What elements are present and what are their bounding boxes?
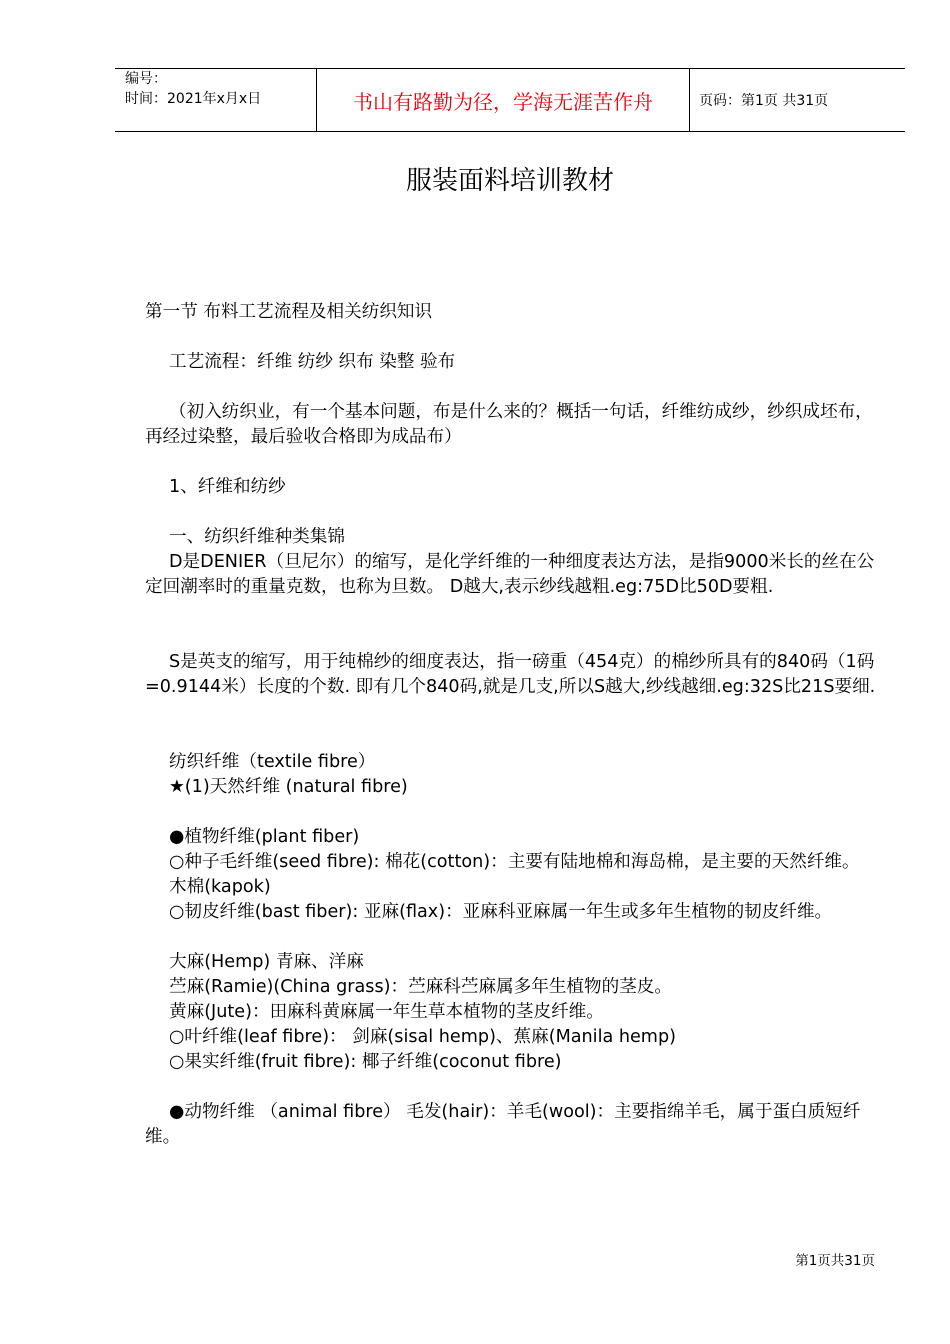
section-heading: 第一节 布料工艺流程及相关纺织知识 <box>145 302 433 322</box>
paragraph: S是英支的缩写，用于纯棉纱的细度表达，指一磅重（454克）的棉纱所具有的840码（1码=0.9144米）长度的个数. 即有几个840码,就是几支,所以S越大,纱线越细.eg:32S比21S要细. <box>145 652 876 697</box>
paragraph: ○种子毛纤维(seed fibre): 棉花(cotton)：主要有陆地棉和海岛棉，是主要的天然纤维。 <box>169 852 860 872</box>
paragraph: ○果实纤维(fruit fibre): 椰子纤维(coconut fibre) <box>169 1052 562 1072</box>
header-meta <box>125 69 261 109</box>
subheading: 一、纺织纤维种类集锦 <box>169 527 345 547</box>
document-title: 服装面料培训教材 <box>405 166 614 196</box>
page-header <box>115 68 905 132</box>
paragraph: （初入纺织业，有一个基本问题，布是什么来的？概括一句话，纤维纺成纱，纱织成坯布，再经过染整，最后验收合格即为成品布） <box>145 402 873 447</box>
subheading: 1、纤维和纺纱 <box>169 477 286 497</box>
header-divider <box>689 69 690 131</box>
spacer <box>145 500 885 525</box>
spacer <box>145 925 885 950</box>
paragraph: ●动物纤维 （animal fibre） 毛发(hair)：羊毛(wool)：主要指绵羊毛，属于蛋白质短纤维。 <box>145 1102 861 1147</box>
spacer <box>145 375 885 400</box>
paragraph: ○叶纤维(leaf fibre)： 剑麻(sisal hemp)、蕉麻(Manila hemp) <box>169 1027 676 1047</box>
paragraph: 苎麻(Ramie)(China grass)：苎麻科苎麻属多年生植物的茎皮。 <box>169 977 672 997</box>
document-body <box>145 300 885 1150</box>
paragraph: 工艺流程：纤维 纺纱 织布 染整 验布 <box>169 352 456 372</box>
code-label: 编号： <box>125 71 167 87</box>
header-page-label: 页码：第1页 共31页 <box>699 93 829 109</box>
paragraph: 木棉(kapok) <box>169 877 271 897</box>
spacer <box>145 800 885 825</box>
spacer <box>145 700 885 750</box>
paragraph: ●植物纤维(plant fiber) <box>169 827 360 847</box>
spacer <box>145 1075 885 1100</box>
spacer <box>145 450 885 475</box>
spacer <box>145 600 885 650</box>
paragraph: D是DENIER（旦尼尔）的缩写，是化学纤维的一种细度表达方法，是指9000米长的丝在公定回潮率时的重量克数，也称为旦数。 D越大,表示纱线越粗.eg:75D比50D要粗. <box>145 552 875 597</box>
spacer <box>145 325 885 350</box>
header-motto: 书山有路勤为径，学海无涯苦作舟 <box>353 89 653 114</box>
paragraph: 黄麻(Jute)：田麻科黄麻属一年生草本植物的茎皮纤维。 <box>169 1002 604 1022</box>
page-footer: 第1页共31页 <box>795 1253 875 1269</box>
time-label: 时间：2021年x月x日 <box>125 91 262 107</box>
paragraph: ○韧皮纤维(bast fiber): 亚麻(flax)：亚麻科亚麻属一年生或多年生植物的韧皮纤维。 <box>169 902 833 922</box>
paragraph: 纺织纤维（textile fibre） <box>169 752 376 772</box>
paragraph: 大麻(Hemp) 青麻、洋麻 <box>169 952 364 972</box>
paragraph: ★(1)天然纤维 (natural fibre) <box>169 777 408 797</box>
